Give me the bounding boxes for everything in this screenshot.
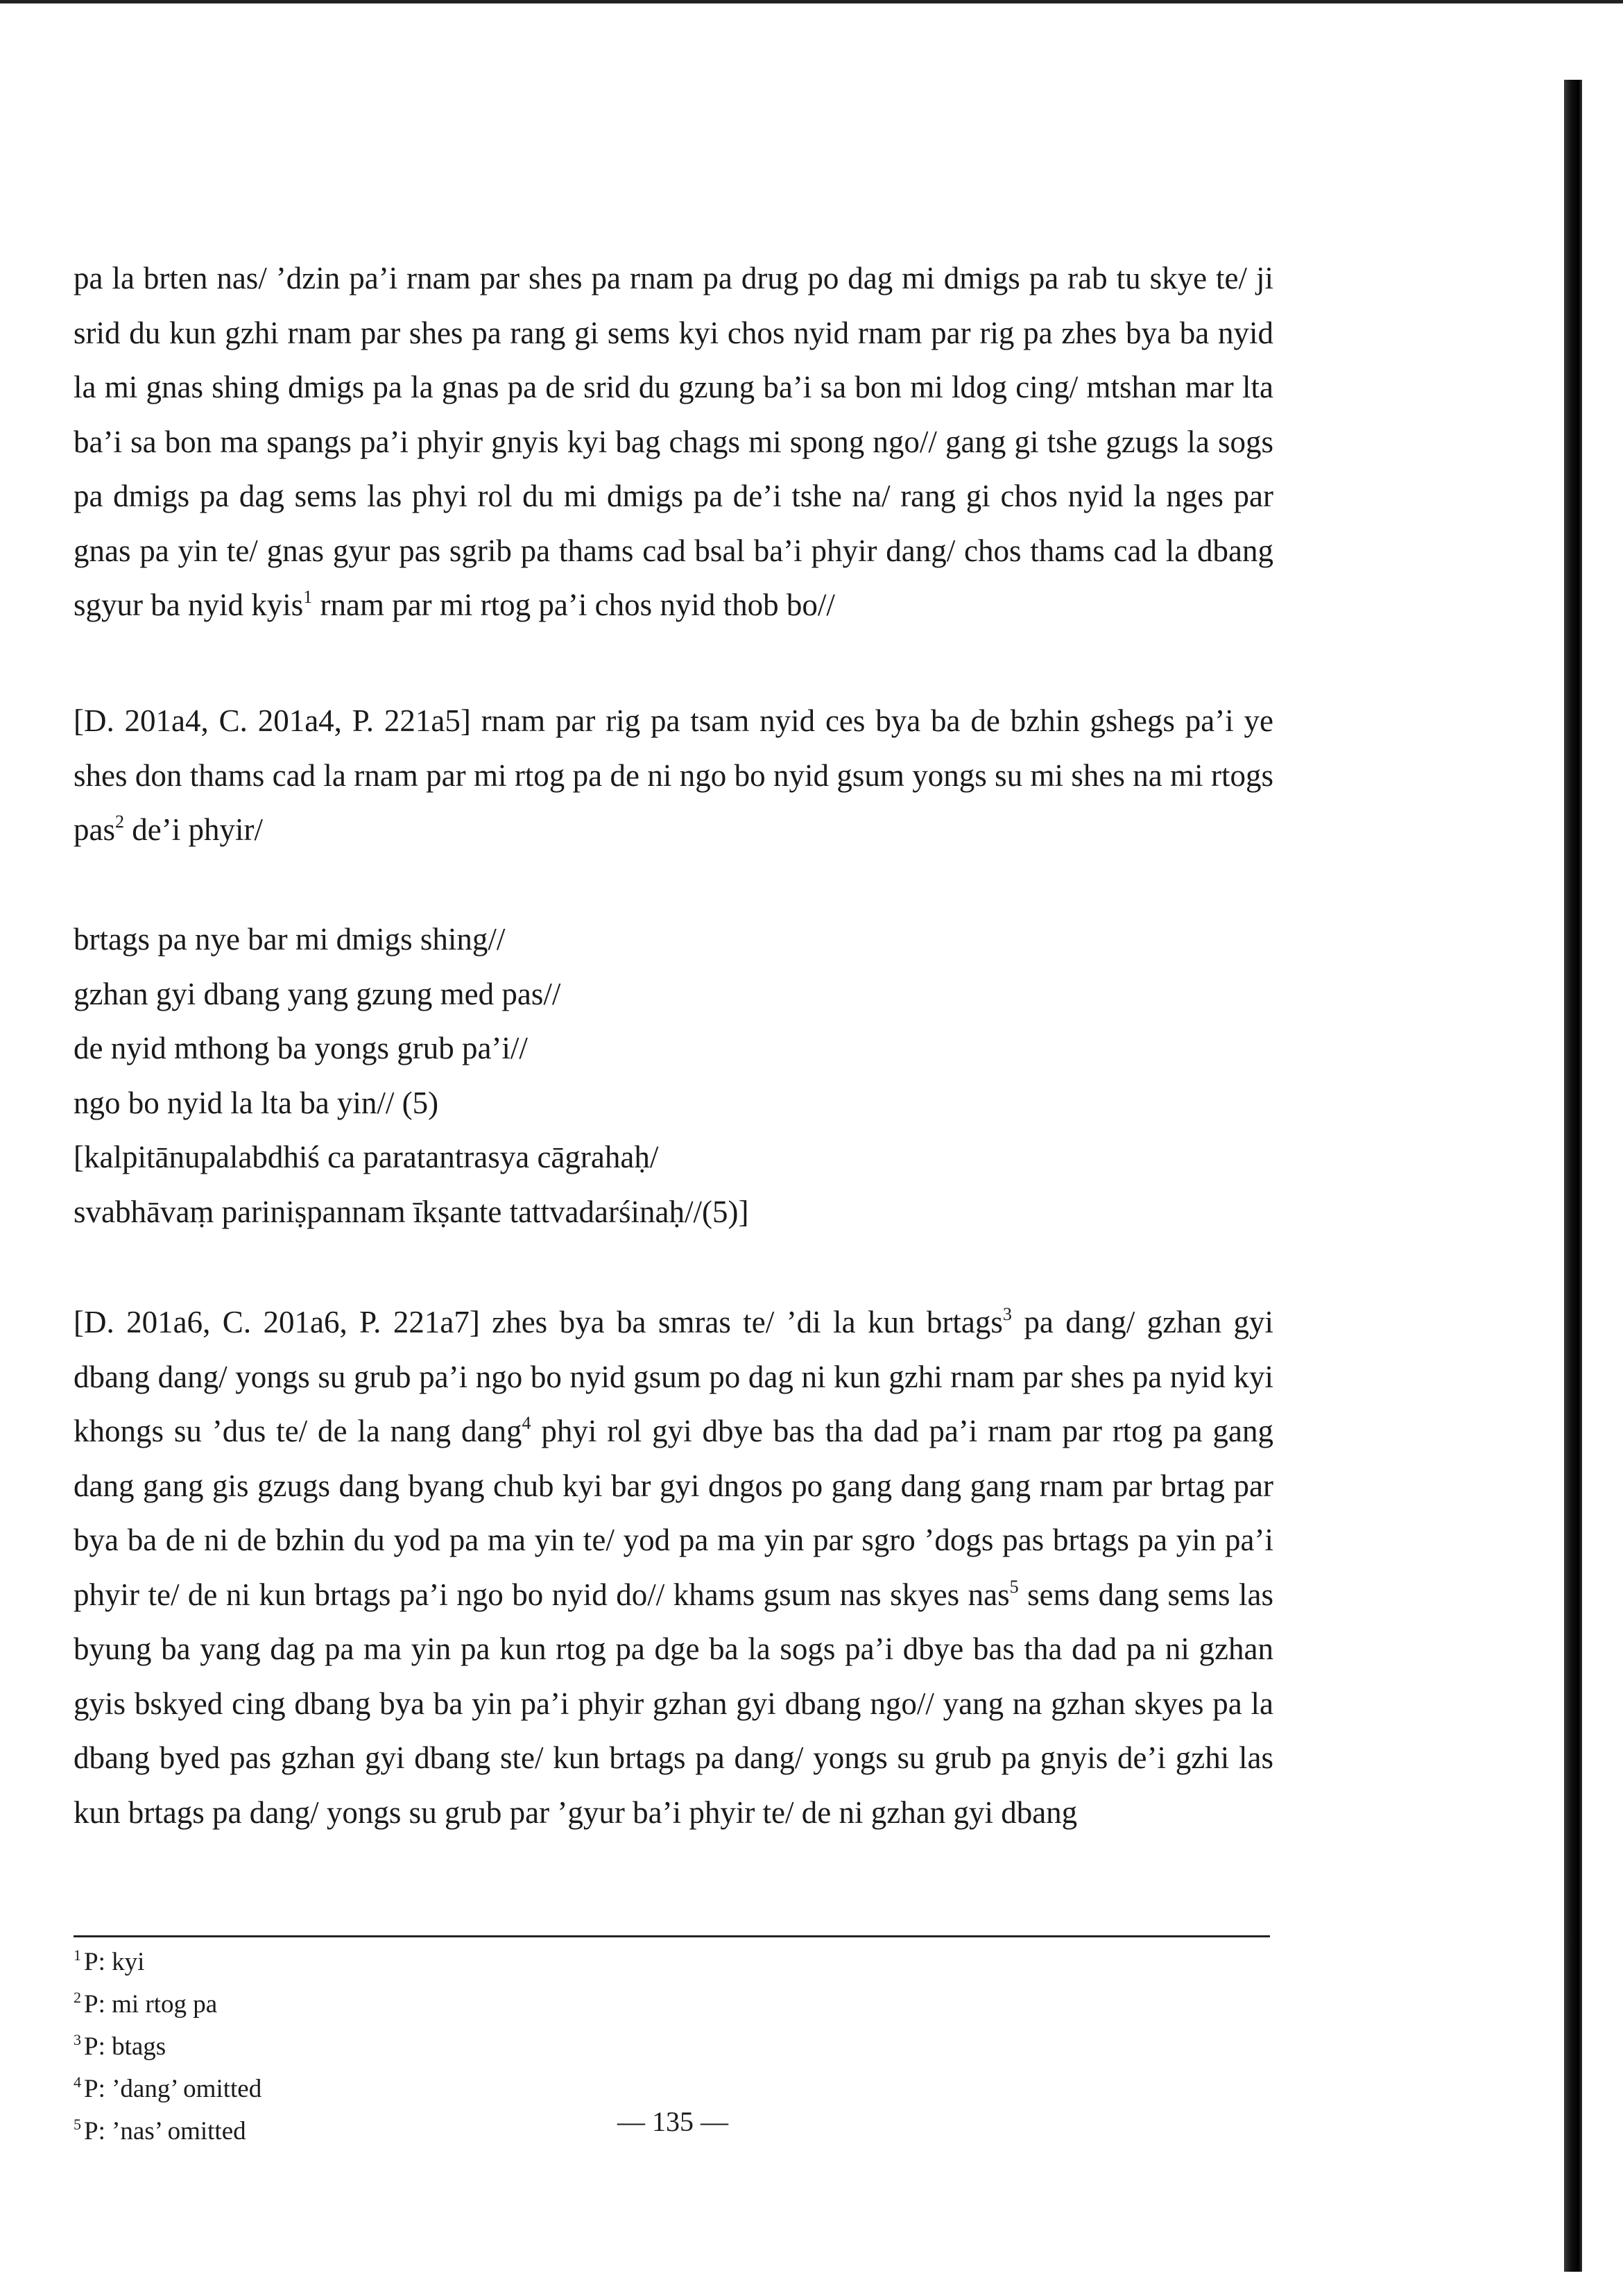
verse-line: brtags pa nye bar mi dmigs shing//: [74, 922, 506, 957]
footnote-text: P: ’dang’ omitted: [84, 2075, 262, 2103]
paragraph-3-text-a: [D. 201a6, C. 201a6, P. 221a7] zhes bya ba smras te/ ’di la kun brtags: [74, 1305, 1003, 1339]
paragraph-3-text-b: pa dang/ gzhan gyi dbang dang/ yongs su grub pa’i ngo bo nyid gsum po dag ni kun gzhi rnam par shes pa nyid kyi khongs su ’dus te/ de la nang dang: [74, 1305, 1273, 1448]
paragraph-3: [74, 1295, 1273, 1840]
sanskrit-line: [kalpitānupalabdhiś ca paratantrasya cāgrahaḥ/: [74, 1140, 659, 1174]
footnote: [74, 1937, 261, 1980]
paragraph-1: [74, 251, 1273, 633]
footnote-ref-1: 1: [303, 587, 313, 607]
footnote-text: P: ’nas’ omitted: [84, 2117, 246, 2145]
page-number: — 135 —: [617, 2106, 728, 2137]
footnote-text: P: btags: [84, 2032, 166, 2061]
footnote-mark: 4: [74, 2073, 81, 2091]
paragraph-3-text-d: sems dang sems las byung ba yang dag pa ma yin pa kun rtog pa dge ba la sogs pa’i dbye bas tha dad pa ni gzhan gyis bskyed cing dbang bya ba yin pa’i phyir gzhan gyi dbang ngo// yang na gzhan skyes pa la dbang byed pas gzhan gyi dbang ste/ kun brtags pa dang/ yongs su grub pa gnyis de’i gzhi las kun brtags pa dang/ yongs su grub par ’gyur ba’i phyir te/ de ni gzhan gyi dbang: [74, 1577, 1274, 1830]
footnote-text: P: mi rtog pa: [84, 1990, 218, 2019]
footnote-text: P: kyi: [84, 1948, 145, 1976]
paragraph-2-text: [D. 201a4, C. 201a4, P. 221a5] rnam par rig pa tsam nyid ces bya ba de bzhin gshegs pa’i ye shes don thams cad la rnam par mi rtog pa de ni ngo bo nyid gsum yongs su mi shes na mi rtogs pas: [74, 703, 1273, 847]
footnote-ref-3: 3: [1002, 1304, 1012, 1324]
scan-edge-bar: [1564, 80, 1582, 2272]
footnote: [74, 2022, 261, 2064]
footnote-mark: 5: [74, 2116, 81, 2133]
verse-block: [74, 912, 1273, 1239]
top-border-rule: [0, 0, 1623, 3]
paragraph-2: [74, 694, 1273, 857]
footnote-ref-5: 5: [1009, 1576, 1019, 1597]
paragraph-2-end: de’i phyir/: [124, 812, 263, 847]
footnote: [74, 1980, 261, 2022]
verse-line: de nyid mthong ba yongs grub pa’i//: [74, 1031, 528, 1065]
footnote-mark: 1: [74, 1946, 81, 1964]
footnote-ref-4: 4: [522, 1413, 531, 1433]
verse-line: ngo bo nyid la lta ba yin// (5): [74, 1085, 439, 1120]
paragraph-1-text: pa la brten nas/ ’dzin pa’i rnam par shes pa rnam pa drug po dag mi dmigs pa rab tu skye te/ ji srid du kun gzhi rnam par shes pa rang gi sems kyi chos nyid rnam par rig pa zhes bya ba nyid la mi gnas shing dmigs pa la gnas pa de srid du gzung ba’i sa bon mi ldog cing/ mtshan mar lta ba’i sa bon ma spangs pa’i phyir gnyis kyi bag chags mi spong ngo// gang gi tshe gzugs la sogs pa dmigs pa dag sems las phyi rol du mi dmigs pa de’i tshe na/ rang gi chos nyid la nges par gnas pa yin te/ gnas gyur pas sgrib pa thams cad bsal ba’i phyir dang/ chos thams cad la dbang sgyur ba nyid kyis: [74, 261, 1273, 622]
paragraph-1-end: rnam par mi rtog pa’i chos nyid thob bo//: [312, 588, 835, 622]
verse-line: gzhan gyi dbang yang gzung med pas//: [74, 976, 561, 1011]
paragraph-3-text-c: phyi rol gyi dbye bas tha dad pa’i rnam par rtog pa gang dang gang gis gzugs dang byang chub kyi bar gyi dngos po gang dang gang rnam par brtag par bya ba de ni de bzhin du yod pa ma yin te/ yod pa ma yin par sgro ’dogs pas brtags pa yin pa’i phyir te/ de ni kun brtags pa’i ngo bo nyid do// khams gsum nas skyes nas: [74, 1414, 1273, 1612]
sanskrit-line: svabhāvaṃ pariniṣpannam īkṣante tattvadarśinaḥ//(5)]: [74, 1194, 749, 1229]
footnote-mark: 3: [74, 2031, 81, 2048]
footnote-mark: 2: [74, 1989, 81, 2006]
footnote: [74, 2064, 261, 2107]
footnote-ref-2: 2: [115, 812, 124, 832]
